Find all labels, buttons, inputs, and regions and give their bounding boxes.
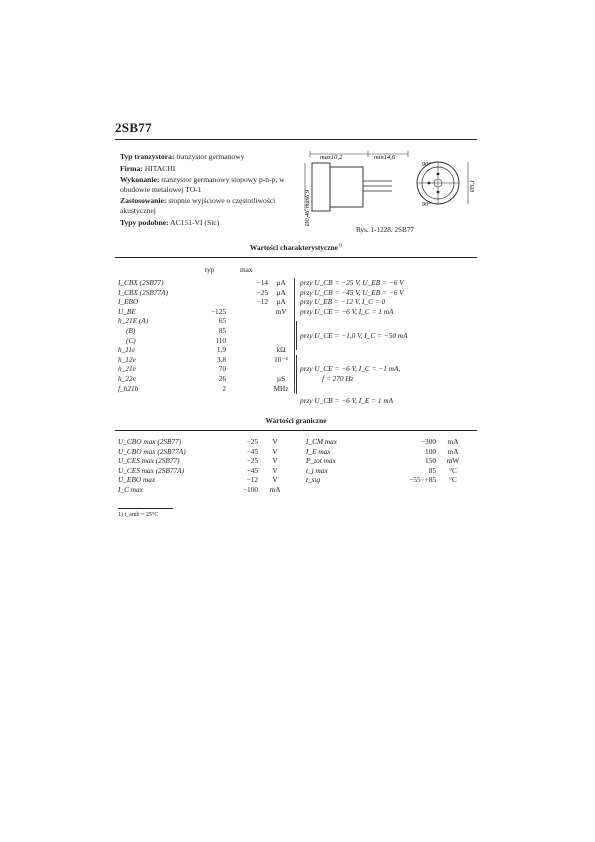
max-cell: −12 [256, 297, 268, 307]
param-cell: U_CBO max (2SB77A) [118, 446, 186, 456]
table-row [118, 374, 299, 384]
typ-cell: 1,9 [216, 345, 226, 355]
table-row [118, 466, 292, 476]
firm-line: Firma: HITACHI [120, 163, 176, 173]
figure-caption: Rys. 1-1228. 2SB77 [356, 226, 415, 234]
table-row [118, 475, 292, 485]
param-cell: U_CBO max (2SB77) [118, 437, 182, 446]
limits-title: Wartości graniczne [265, 416, 327, 425]
page-title: 2SB77 [115, 120, 152, 135]
max-cell: −25 [256, 287, 268, 297]
typ-cell: 70 [218, 364, 226, 374]
param-cell: h_21E (A) [118, 316, 149, 326]
value-cell: −25 [246, 437, 258, 446]
param-cell: h_22e [118, 373, 136, 383]
unit-cell [268, 316, 295, 326]
dim-max10: max10,2 [320, 154, 343, 161]
unit-cell: µA [276, 287, 286, 297]
table-row [118, 326, 299, 336]
info-block [120, 152, 310, 227]
table-row [118, 297, 299, 307]
param-cell: h_11e [118, 345, 136, 355]
table-row [118, 307, 299, 317]
param-cell: h_21e [118, 364, 136, 374]
max-cell [226, 336, 268, 346]
param-cell: I_C max [118, 484, 143, 494]
param-cell: t_j max [306, 465, 328, 475]
table-row [306, 437, 470, 447]
char-title: Wartości charakterystyczne$^{1)}$ [249, 243, 343, 252]
dim-min14: min14,6 [374, 154, 396, 161]
unit-cell [268, 326, 295, 336]
dim-90-bottom: 90° [422, 201, 431, 208]
param-cell: f_h21b [118, 383, 139, 393]
cond-1: przy U_CB = −25 V, U_EB = −6 V [300, 278, 404, 287]
value-cell: 100 [425, 446, 436, 456]
dim-max69: max6,9 [304, 189, 311, 208]
param-cell: t_stg [306, 475, 321, 485]
dim-90-top: 90° [422, 161, 431, 168]
hdr-typ: typ [205, 265, 215, 274]
cond-3: przy U_EB = −12 V, I_C = 0 [300, 297, 386, 307]
char-table [118, 278, 299, 393]
cond-6: przy U_CE = −6 V, I_C = −1 mA, [300, 364, 401, 373]
table-row [118, 456, 292, 466]
table-row [118, 447, 292, 457]
max-cell [226, 355, 268, 365]
table-row [306, 466, 470, 476]
table-row [306, 447, 470, 457]
table-row [118, 336, 299, 346]
cond-8: przy U_CB = −6 V, I_E = 1 mA [300, 396, 394, 405]
max-cell: −14 [256, 278, 268, 287]
dim-diameter: Ø5,1 [469, 179, 476, 192]
value-cell: −45 [246, 465, 258, 475]
param-cell: I_CM max [306, 437, 338, 446]
max-cell [226, 384, 268, 394]
typ-cell: 110 [215, 335, 226, 345]
value-cell: −45 [246, 446, 258, 456]
typ-cell: 2 [222, 383, 226, 393]
hdr-max: max [240, 265, 253, 274]
unit-cell: mA [447, 446, 459, 456]
value-cell: −25 [246, 456, 258, 466]
typ-cell: 26 [218, 373, 226, 383]
separator [295, 297, 300, 307]
table-row [306, 456, 470, 466]
value-cell: 150 [425, 456, 436, 466]
unit-cell: °C [449, 465, 457, 475]
max-cell [226, 374, 268, 384]
param-cell: U_BE [118, 306, 136, 316]
param-cell: I_E max [306, 446, 331, 456]
param-cell: P_tot max [306, 456, 336, 466]
value-cell: −55÷+85 [409, 475, 436, 485]
unit-cell: mA [269, 484, 281, 494]
cond-4: przy U_CE = −6 V, I_C = 1 mA [300, 306, 394, 316]
limits-rule [115, 430, 477, 431]
footnote: 1) t_amb = 25°C [118, 512, 159, 518]
dim-d046: Ø0,46 [304, 210, 311, 226]
typ-cell: 85 [218, 325, 226, 335]
typ-cell [206, 288, 226, 298]
unit-cell: °C [449, 475, 457, 485]
table-row [118, 355, 299, 365]
unit-cell [268, 336, 295, 346]
table-row [118, 345, 299, 355]
value-cell: −300 [420, 437, 436, 446]
footnote-rule [118, 508, 173, 509]
table-row [118, 316, 299, 326]
unit-cell [268, 364, 295, 374]
unit-cell: mV [275, 306, 287, 316]
cond-7: f = 270 Hz [322, 374, 354, 383]
top-rule [115, 139, 477, 140]
param-cell: U_EBO max [118, 475, 156, 485]
exec-line: Wykonanie: tranzystor germanowy stopowy p-n-p, w obudowie metalowej TO-1 [120, 175, 285, 194]
unit-cell: mW [446, 456, 460, 466]
similar-line: Typy podobne: AC151-VI (Sic) [120, 217, 220, 227]
value-cell: −100 [242, 484, 258, 494]
max-cell [226, 326, 268, 336]
max-cell [226, 364, 268, 374]
table-row [118, 485, 292, 495]
typ-cell [206, 297, 226, 307]
package-drawing [300, 148, 480, 228]
table-row [306, 475, 470, 485]
unit-cell: µA [276, 278, 286, 287]
char-rule [115, 257, 477, 258]
typ-cell: 3,8 [216, 354, 226, 364]
param-cell: I_CBX (2SB77A) [118, 287, 169, 297]
unit-cell: V [272, 437, 278, 446]
unit-cell: µA [276, 297, 286, 307]
unit-cell: MHz [273, 383, 289, 393]
max-cell [226, 345, 268, 355]
type-line: Typ tranzystora: tranzystor germanowy [120, 152, 245, 161]
unit-cell: V [272, 446, 278, 456]
limits-right-table [306, 437, 470, 485]
param-cell: U_CES max (2SB77) [118, 456, 180, 466]
conditions [300, 278, 404, 316]
separator [295, 288, 300, 298]
table-row [118, 437, 292, 447]
table-row [118, 278, 299, 288]
separator [295, 307, 300, 317]
use-line: Zastosowanie: stopnie wyjściowe o częstotliwości akustycznej [120, 196, 276, 215]
param-cell: I_EBO [118, 297, 139, 307]
separator [295, 278, 300, 288]
param-cell: U_CES max (2SB77A) [118, 465, 185, 475]
cond-2: przy U_CB = −45 V, U_EB = −6 V [300, 287, 404, 297]
value-cell: 85 [428, 465, 436, 475]
param-cell: (B) [126, 325, 136, 335]
table-row [118, 288, 299, 298]
unit-cell: V [272, 465, 278, 475]
typ-cell: 65 [218, 316, 226, 326]
unit-cell: mA [447, 437, 459, 446]
unit-cell: 10⁻⁴ [274, 354, 288, 364]
unit-cell: kΩ [276, 345, 286, 355]
max-cell [226, 307, 268, 317]
param-cell: I_CBX (2SB77) [118, 278, 164, 287]
param-cell: h_12e [118, 354, 136, 364]
limits-left-table [118, 437, 292, 495]
typ-cell: −125 [210, 306, 226, 316]
table-row [118, 384, 299, 394]
brace-h [296, 355, 297, 394]
brace-h21e [296, 321, 297, 350]
unit-cell: µS [276, 373, 286, 383]
unit-cell: V [272, 475, 278, 485]
param-cell: (C) [126, 335, 136, 345]
unit-cell: V [272, 456, 278, 466]
typ-cell [206, 278, 226, 288]
cond-5: przy U_CE = −1,0 V, I_C = −50 mA [300, 331, 408, 340]
value-cell: −12 [246, 475, 258, 485]
max-cell [226, 316, 268, 326]
table-row [118, 364, 299, 374]
